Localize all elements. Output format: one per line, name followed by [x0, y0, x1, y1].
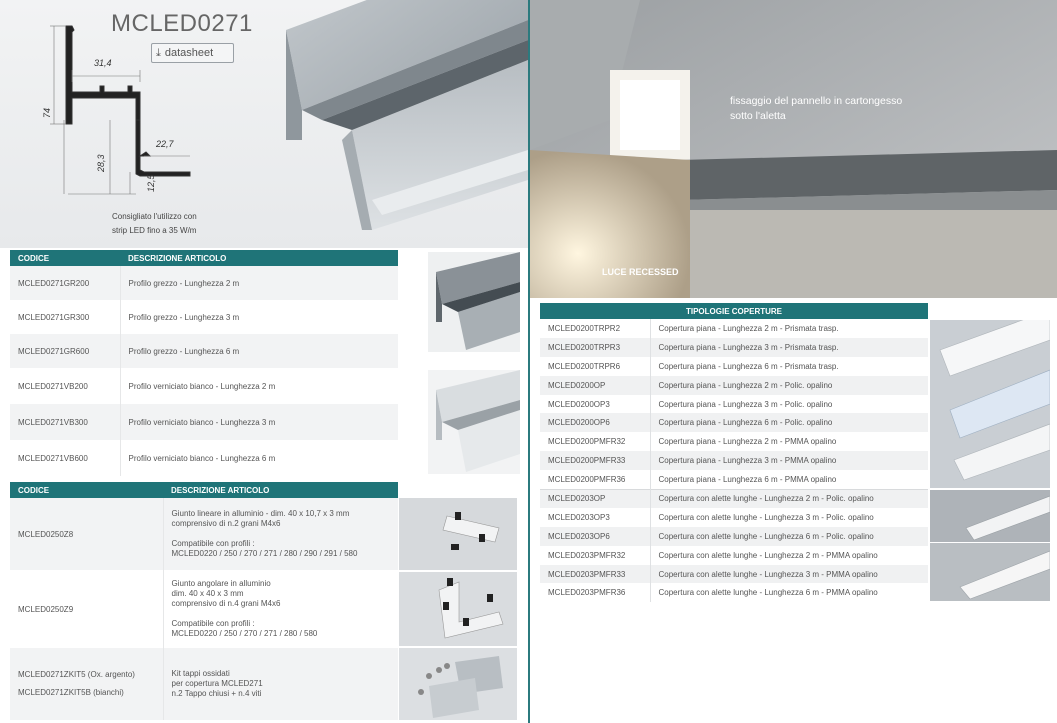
row-desc — [163, 648, 398, 720]
dim-lip: 12,5 — [146, 174, 156, 192]
corner-joint-thumbnail — [399, 572, 517, 646]
datasheet-label: datasheet — [164, 47, 214, 59]
row-desc: Copertura con alette lunghe - Lunghezza 2 m - PMMA opalino — [650, 546, 928, 565]
table-row — [540, 395, 928, 414]
row-code: MCLED0271VB200 — [18, 381, 88, 391]
row-desc: Copertura piana - Lunghezza 6 m - Polic. opalino — [650, 413, 928, 432]
profiles-table — [10, 250, 398, 476]
table-row — [540, 489, 928, 508]
table-row — [10, 440, 398, 476]
raw-profile-image — [428, 252, 520, 352]
row-desc — [163, 570, 398, 648]
table-row — [540, 319, 928, 338]
linear-joint-thumbnail — [399, 498, 517, 570]
winged-cover-pmma-thumbnail — [930, 543, 1050, 601]
table-row — [540, 470, 928, 489]
row-code: MCLED0200PMFR36 — [548, 474, 626, 484]
flat-covers-thumbnail — [930, 320, 1050, 488]
white-profile-image — [428, 370, 520, 474]
code-line-1: MCLED0250Z9 — [18, 604, 74, 614]
panel-divider — [528, 0, 530, 723]
row-code: MCLED0200TRPR3 — [540, 338, 650, 357]
desc-line: Kit tappi ossidati — [171, 669, 230, 678]
row-desc: Copertura con alette lunghe - Lunghezza 3 m - Polic. opalino — [650, 508, 928, 527]
download-icon: ⤓ — [156, 46, 161, 59]
table-row — [540, 583, 928, 602]
row-desc: Copertura piana - Lunghezza 3 m - Polic. opalino — [650, 395, 928, 414]
table-row — [10, 404, 398, 440]
table-row — [10, 266, 398, 300]
dim-flange: 22,7 — [156, 139, 174, 149]
recessed-tag: LUCE RECESSED — [602, 267, 679, 277]
table-row — [540, 546, 928, 565]
desc-line: Giunto lineare in alluminio - dim. 40 x 10,7 x 3 mm — [171, 509, 350, 518]
row-desc: Copertura con alette lunghe - Lunghezza 6 m - Polic. opalino — [650, 527, 928, 546]
table-row — [10, 300, 398, 334]
end-caps-image — [399, 648, 517, 720]
row-code: MCLED0203OP6 — [540, 527, 650, 546]
product-hero — [0, 0, 528, 248]
raw-profile-thumbnail — [428, 252, 520, 352]
winged-cover-opal-image — [930, 490, 1050, 542]
installation-caption — [730, 94, 902, 124]
covers-table — [540, 303, 928, 602]
table-row — [540, 413, 928, 432]
code-line-1: MCLED0250Z8 — [18, 529, 74, 539]
row-code: MCLED0200PMFR33 — [540, 451, 650, 470]
table-row — [540, 527, 928, 546]
row-desc: Copertura piana - Lunghezza 3 m - Prismata trasp. — [650, 338, 928, 357]
note-line-1: Consigliato l'utilizzo con — [112, 212, 197, 221]
row-code: MCLED0200TRPR2 — [548, 323, 621, 333]
covers-header: TIPOLOGIE COPERTURE — [540, 303, 928, 319]
row-desc — [163, 498, 398, 570]
row-code — [10, 648, 163, 720]
col-description: DESCRIZIONE ARTICOLO — [120, 250, 398, 266]
table-row — [540, 338, 928, 357]
row-code: MCLED0200OP — [540, 376, 650, 395]
desc-line: Compatibile con profili : — [171, 619, 255, 628]
flat-covers-image — [930, 320, 1050, 488]
row-desc: Profilo grezzo - Lunghezza 3 m — [120, 300, 398, 334]
accessories-table — [10, 482, 398, 720]
row-code: MCLED0271VB300 — [10, 404, 120, 440]
row-code: MCLED0271GR200 — [10, 266, 120, 300]
row-desc: Copertura piana - Lunghezza 2 m - PMMA opalino — [650, 432, 928, 451]
row-desc: Copertura piana - Lunghezza 2 m - Prismata trasp. — [650, 319, 928, 338]
table-row — [10, 498, 398, 570]
col-code: CODICE — [10, 250, 120, 266]
table-row — [540, 565, 928, 584]
desc-line: comprensivo di n.4 grani M4x6 — [171, 599, 281, 608]
row-code: MCLED0203PMFR32 — [548, 550, 626, 560]
row-code: MCLED0271GR300 — [18, 312, 90, 322]
row-code: MCLED0203PMFR36 — [548, 588, 626, 598]
linear-joint-image — [399, 498, 517, 570]
desc-line: n.2 Tappo chiusi + n.4 viti — [171, 689, 262, 698]
installation-photo — [530, 0, 1057, 298]
row-desc: Copertura piana - Lunghezza 6 m - Prismata trasp. — [650, 357, 928, 376]
row-code — [10, 498, 163, 570]
table-row — [540, 508, 928, 527]
code-line-2: MCLED0271ZKIT5B (bianchi) — [18, 688, 124, 697]
caption-line-1: fissaggio del pannello in cartongesso — [730, 95, 903, 107]
row-code: MCLED0203OP3 — [548, 512, 610, 522]
col-code: CODICE — [10, 482, 163, 498]
profile-3d-render — [282, 0, 528, 248]
row-code: MCLED0203OP — [540, 489, 650, 508]
row-code — [10, 570, 163, 648]
table-row — [540, 376, 928, 395]
table-row — [10, 570, 398, 648]
caption-line-2: sotto l'aletta — [730, 110, 786, 122]
row-desc: Copertura con alette lunghe - Lunghezza 2 m - Polic. opalino — [650, 489, 928, 508]
desc-line: Giunto angolare in alluminio — [171, 579, 271, 588]
row-desc: Copertura piana - Lunghezza 6 m - PMMA opalino — [650, 470, 928, 489]
row-desc: Copertura con alette lunghe - Lunghezza 6 m - PMMA opalino — [650, 583, 928, 602]
hero-note — [112, 210, 252, 238]
dim-height: 74 — [42, 107, 52, 118]
row-code: MCLED0200OP6 — [540, 413, 650, 432]
code-line-1: MCLED0271ZKIT5 (Ox. argento) — [18, 670, 135, 679]
table-row — [540, 451, 928, 470]
table-row — [10, 648, 398, 720]
row-code: MCLED0203PMFR33 — [540, 565, 650, 584]
desc-line: comprensivo di n.2 grani M4x6 — [171, 519, 281, 528]
end-caps-thumbnail — [399, 648, 517, 720]
row-desc: Profilo grezzo - Lunghezza 6 m — [120, 334, 398, 368]
white-profile-thumbnail — [428, 370, 520, 474]
desc-line: MCLED0220 / 250 / 270 / 271 / 280 / 290 / 291 / 580 — [171, 549, 358, 558]
row-code: MCLED0271VB600 — [18, 453, 88, 463]
dim-width: 31,4 — [94, 58, 112, 68]
row-desc: Profilo verniciato bianco - Lunghezza 3 m — [120, 404, 398, 440]
row-code: MCLED0200PMFR32 — [548, 437, 626, 447]
row-desc: Copertura piana - Lunghezza 2 m - Polic. opalino — [650, 376, 928, 395]
row-desc: Profilo verniciato bianco - Lunghezza 6 m — [120, 440, 398, 476]
row-code: MCLED0200OP3 — [548, 399, 610, 409]
row-desc: Profilo verniciato bianco - Lunghezza 2 m — [120, 368, 398, 404]
row-code: MCLED0271GR600 — [10, 334, 120, 368]
dim-lower-height: 28,3 — [96, 154, 106, 172]
col-description: DESCRIZIONE ARTICOLO — [163, 482, 398, 498]
desc-line: Compatibile con profili : — [171, 539, 255, 548]
note-line-2: strip LED fino a 35 W/m — [112, 226, 197, 235]
row-desc: Profilo grezzo - Lunghezza 2 m — [120, 266, 398, 300]
corner-joint-image — [399, 572, 517, 646]
table-row — [10, 368, 398, 404]
row-desc: Copertura piana - Lunghezza 3 m - PMMA opalino — [650, 451, 928, 470]
table-row — [540, 357, 928, 376]
recessed-installation-image — [530, 0, 1057, 298]
product-title: MCLED0271 — [111, 10, 253, 37]
table-row — [10, 334, 398, 368]
desc-line: per copertura MCLED271 — [171, 679, 263, 688]
table-row — [540, 432, 928, 451]
row-code: MCLED0200TRPR6 — [548, 361, 621, 371]
profile-section-drawing — [40, 20, 210, 205]
winged-cover-pmma-image — [930, 543, 1050, 601]
desc-line: dim. 40 x 40 x 3 mm — [171, 589, 244, 598]
desc-line: MCLED0220 / 250 / 270 / 271 / 280 / 580 — [171, 629, 318, 638]
row-desc: Copertura con alette lunghe - Lunghezza 3 m - PMMA opalino — [650, 565, 928, 584]
winged-cover-opal-thumbnail — [930, 490, 1050, 542]
